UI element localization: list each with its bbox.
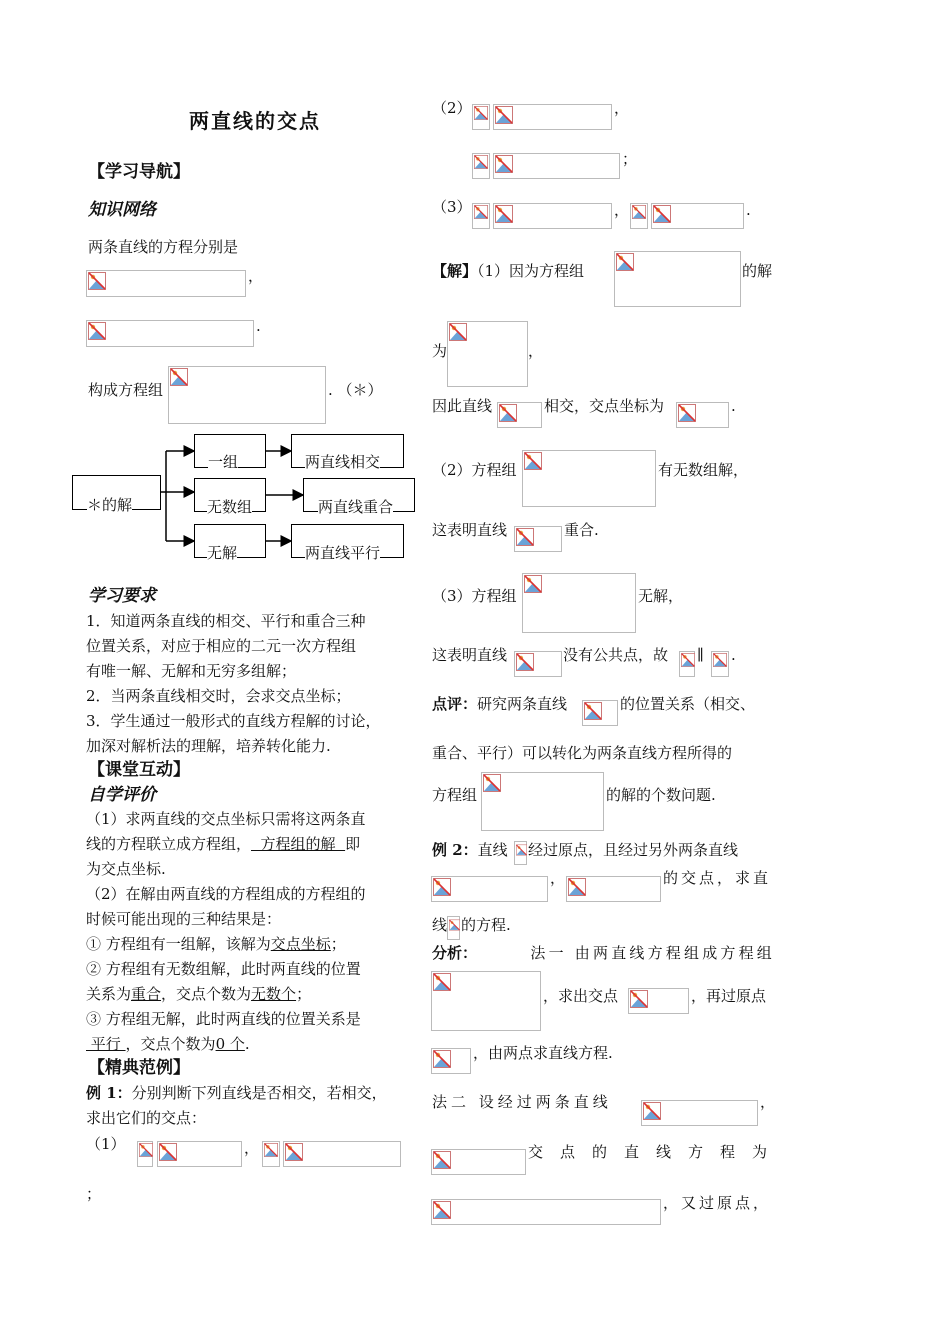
equation-image [641, 1100, 758, 1126]
solution-text: 有无数组解， [658, 461, 749, 479]
self-item-2b: 时候可能出现的三种结果是： [86, 910, 282, 928]
case-one: ① 方程组有一组解，该解为交点坐标； [86, 935, 346, 953]
solution-text: （3）方程组 [432, 587, 517, 605]
method-2-line-1: 法二 设经过两条直线 [432, 1093, 612, 1111]
example-1-line-2: 求出它们的交点： [86, 1109, 207, 1127]
equation-image [431, 1048, 471, 1074]
solution-text: 没有公共点，故 [563, 646, 669, 664]
comma-text: ， [614, 201, 630, 219]
broken-image-icon [630, 990, 648, 1008]
self-item-2a: （2）在解由两直线的方程组成的方程组的 [86, 885, 366, 903]
flow-node-one: 一组 [208, 453, 239, 471]
case-two-a: ② 方程组有无数组解，此时两直线的位置 [86, 960, 361, 978]
answer-blank: 平行 [86, 1035, 126, 1053]
analysis-text: ，求出交点 [543, 987, 619, 1005]
star-mark: . （＊） [328, 381, 383, 399]
equation-image [514, 651, 562, 677]
case-two-b: 关系为重合，交点个数为无数个； [86, 985, 312, 1003]
comma-text: ， [760, 1093, 776, 1111]
broken-image-icon [433, 1050, 451, 1068]
nav-heading: 【学习导航】 [88, 162, 190, 182]
broken-image-icon [516, 843, 527, 857]
answer-blank: 无数个 [251, 985, 297, 1003]
broken-image-icon [632, 205, 646, 219]
broken-image-icon [483, 774, 501, 792]
eq-intro: 两条直线的方程分别是 [88, 238, 239, 256]
method-2-line-2: 交点的直线方程为 [528, 1143, 785, 1161]
broken-image-icon [643, 1102, 661, 1120]
flow-root-label: ＊的解 [87, 496, 133, 514]
equation-image [497, 402, 542, 428]
equation-image [514, 841, 527, 865]
requirements-heading: 学习要求 [88, 586, 156, 606]
equation-image [283, 1141, 401, 1167]
comma-text: ， [248, 267, 264, 285]
requirement-line: 有唯一解、无解和无穷多组解； [86, 662, 297, 680]
page-title: 两直线的交点 [189, 109, 321, 133]
example-1-line-1: 例 1：分别判断下列直线是否相交，若相交， [86, 1084, 387, 1102]
broken-image-icon [159, 1143, 177, 1161]
equation-image [157, 1141, 242, 1167]
broken-image-icon [264, 1143, 278, 1157]
broken-image-icon [449, 918, 460, 932]
comma-text: ， [614, 99, 630, 117]
requirement-line: 3．学生通过一般形式的直线方程解的讨论， [86, 712, 381, 730]
analysis-line-1: 分析： 法一 由两直线方程组成方程组 [432, 944, 775, 962]
solution-values-image [447, 321, 528, 387]
flow-node-none: 无解 [207, 544, 238, 562]
examples-heading: 【精典范例】 [88, 1058, 190, 1078]
class-interaction-heading: 【课堂互动】 [88, 760, 190, 780]
broken-image-icon [516, 653, 534, 671]
self-item-1c: 为交点坐标. [86, 860, 166, 878]
requirement-line: 加深对解析法的理解，培养转化能力. [86, 737, 331, 755]
broken-image-icon [474, 155, 488, 169]
period-text: . [731, 397, 736, 415]
equation-image [628, 988, 689, 1014]
broken-image-icon [499, 404, 517, 422]
solution-text: 的解 [742, 262, 773, 280]
semicolon-text: ； [622, 150, 638, 168]
broken-image-icon [495, 155, 513, 173]
broken-image-icon [616, 253, 634, 271]
equation-system-image [614, 251, 741, 307]
equation-image [711, 651, 729, 677]
broken-image-icon [524, 452, 542, 470]
equation-image [447, 916, 460, 940]
case-three-a: ③ 方程组无解，此时两直线的位置关系是 [86, 1010, 361, 1028]
comma-text: ， [528, 342, 544, 360]
equation-system-image [481, 772, 604, 831]
equation-image [514, 526, 562, 552]
equation-image [679, 651, 695, 677]
broken-image-icon [474, 106, 488, 120]
analysis-text: ，由两点求直线方程. [473, 1044, 613, 1062]
review-line-1: 点评：研究两条直线 [432, 695, 568, 713]
broken-image-icon [568, 878, 586, 896]
part-2-label: （2） [432, 99, 472, 117]
broken-image-icon [285, 1143, 303, 1161]
flow-result-coincide: 两直线重合 [318, 498, 394, 516]
equation-system-image [431, 971, 541, 1031]
example-2-text: 经过原点，且经过另外两条直线 [528, 841, 739, 859]
solution-text: 因此直线 [432, 397, 493, 415]
solution-text: 相交，交点坐标为 [544, 397, 665, 415]
review-text: 的位置关系（相交、 [620, 695, 756, 713]
system-label: 构成方程组 [88, 381, 164, 399]
solution-text: 这表明直线 [432, 646, 508, 664]
equation-image [566, 876, 661, 902]
flow-node-infinite: 无数组 [207, 498, 253, 516]
requirement-line: 1．知道两条直线的相交、平行和重合三种 [86, 612, 366, 630]
equation-image [493, 153, 620, 179]
broken-image-icon [474, 205, 488, 219]
equation-system-image [522, 450, 656, 507]
equation-image [651, 203, 744, 229]
equation-image [582, 700, 618, 726]
example-2-text: 的方程. [461, 916, 511, 934]
broken-image-icon [139, 1143, 153, 1157]
comma-text: ， [550, 869, 566, 887]
solution-text: 重合. [564, 521, 599, 539]
flow-result-intersect: 两直线相交 [305, 453, 381, 471]
broken-image-icon [516, 528, 534, 546]
self-assessment-heading: 自学评价 [88, 785, 156, 805]
example-2-line-1: 例 2：直线 [432, 841, 508, 859]
period-text: . [746, 201, 751, 219]
answer-blank: 重合 [131, 985, 162, 1003]
broken-image-icon [713, 653, 727, 667]
answer-blank: 0 个 [215, 1035, 245, 1053]
requirement-line: 位置关系，对应于相应的二元一次方程组 [86, 637, 357, 655]
broken-image-icon [653, 205, 671, 223]
self-item-1b: 线的方程联立成方程组， 方程组的解 即 [86, 835, 361, 853]
solution-text: 无解， [638, 587, 684, 605]
equation-image [431, 876, 548, 902]
answer-blank: 方程组的解 [251, 835, 346, 853]
broken-image-icon [495, 205, 513, 223]
broken-image-icon [433, 1201, 451, 1219]
period-text: . [731, 646, 736, 664]
equation-image [472, 153, 490, 179]
answer-blank: 交点坐标 [270, 935, 331, 953]
broken-image-icon [433, 878, 451, 896]
broken-image-icon [584, 702, 602, 720]
period-text: . [256, 317, 261, 335]
equation-image [676, 402, 729, 428]
parallel-symbol: ∥ [697, 646, 704, 664]
review-text: 的解的个数问题. [606, 786, 716, 804]
solution-line-1: 【解】（1）因为方程组 [432, 262, 585, 280]
review-line-2: 重合、平行）可以转化为两条直线方程所得的 [432, 744, 733, 762]
broken-image-icon [495, 106, 513, 124]
equation-image [472, 104, 490, 130]
example-2-text: 的交点，求直 [663, 869, 772, 887]
self-item-1a: （1）求两直线的交点坐标只需将这两条直 [86, 810, 366, 828]
solution-text: 为 [432, 342, 448, 360]
broken-image-icon [678, 404, 696, 422]
equation-image [472, 203, 490, 229]
part-1-label: （1） [86, 1135, 126, 1153]
equation-image [431, 1149, 526, 1175]
flow-result-parallel: 两直线平行 [305, 544, 381, 562]
knowledge-heading: 知识网络 [88, 200, 156, 220]
equation-image [493, 203, 612, 229]
example-2-text: 线 [432, 916, 448, 934]
analysis-text: ，再过原点 [691, 987, 767, 1005]
solution-text: （2）方程组 [432, 461, 517, 479]
review-text: 方程组 [432, 786, 478, 804]
part-3-label: （3） [432, 198, 472, 216]
comma-text: ， [244, 1139, 260, 1157]
broken-image-icon [449, 323, 467, 341]
equation-image [137, 1141, 153, 1167]
equation-image [431, 1199, 661, 1225]
equation-image [262, 1141, 280, 1167]
equation-image [630, 203, 648, 229]
equation-image [493, 104, 612, 130]
solution-text: 这表明直线 [432, 521, 508, 539]
broken-image-icon [433, 973, 451, 991]
broken-image-icon [681, 653, 695, 667]
semicolon-text: ； [86, 1185, 102, 1203]
equation-system-image [522, 573, 636, 633]
requirement-line: 2．当两条直线相交时，会求交点坐标； [86, 687, 351, 705]
case-three-b: 平行 ，交点个数为0 个. [86, 1035, 250, 1053]
broken-image-icon [433, 1151, 451, 1169]
broken-image-icon [524, 575, 542, 593]
method-2-text: ，又过原点， [663, 1194, 772, 1212]
